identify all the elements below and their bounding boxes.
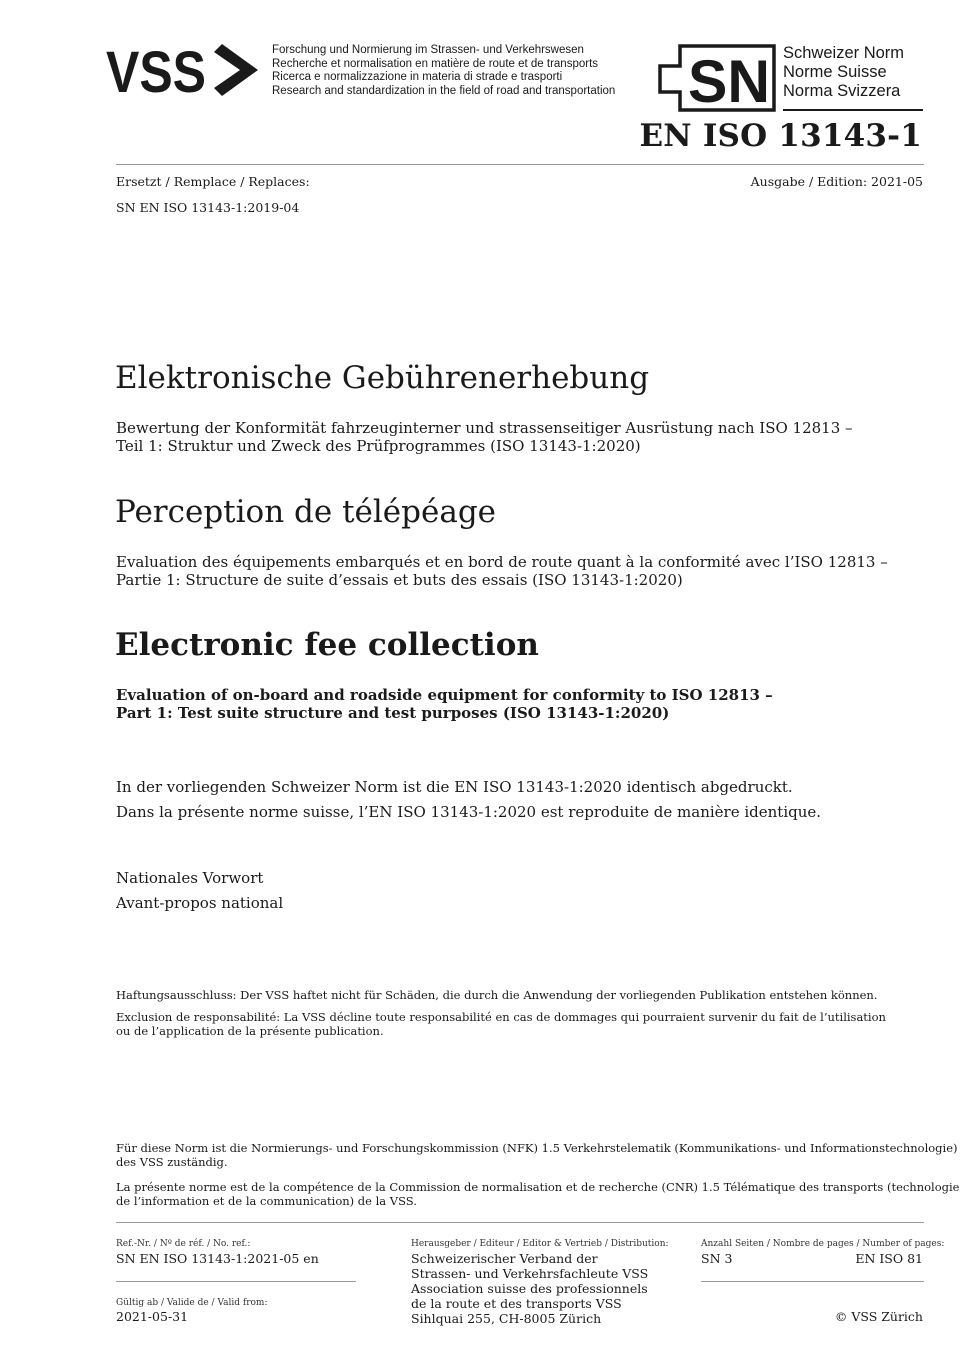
publisher-line: de la route et des transports VSS	[411, 1296, 622, 1311]
disclaimer-line: ou de l’application de la présente publication.	[116, 1024, 384, 1038]
title-english: Electronic fee collection	[115, 627, 539, 663]
national-foreword-german: Nationales Vorwort	[116, 869, 264, 887]
copyright: © VSS Zürich	[834, 1309, 923, 1324]
disclaimer-french	[116, 1010, 886, 1038]
disclaimer-german: Haftungsausschluss: Der VSS haftet nicht für Schäden, die durch die Anwendung der vorliegenden Publikation entstehen können.	[116, 988, 878, 1002]
national-foreword-french: Avant-propos national	[116, 894, 284, 912]
vss-tagline-line: Forschung und Normierung im Strassen- und Verkehrswesen	[272, 44, 584, 56]
sn-underline	[783, 109, 923, 111]
valid-from-label: Gültig ab / Valide de / Valid from:	[116, 1298, 268, 1308]
subtitle-line: Partie 1: Structure de suite d’essais et buts des essais (ISO 13143-1:2020)	[116, 571, 683, 589]
sn-name-it: Norma Svizzera	[783, 82, 901, 100]
identical-note-german: In der vorliegenden Schweizer Norm ist die EN ISO 13143-1:2020 identisch abgedruckt.	[116, 778, 793, 796]
vss-tagline-line: Ricerca e normalizzazione in materia di strade e trasporti	[272, 71, 563, 83]
replaces-label: Ersetzt / Remplace / Replaces:	[116, 174, 310, 189]
footer-left-divider	[116, 1281, 356, 1282]
identical-note-french: Dans la présente norme suisse, l’EN ISO 13143-1:2020 est reproduite de manière identique.	[116, 803, 822, 821]
title-german: Elektronische Gebührenerhebung	[115, 360, 650, 396]
publisher-line: Sihlquai 255, CH-8005 Zürich	[411, 1311, 602, 1326]
subtitle-line: Teil 1: Struktur und Zweck des Prüfprogrammes (ISO 13143-1:2020)	[116, 437, 641, 455]
publisher-label: Herausgeber / Editeur / Editor & Vertrieb / Distribution:	[411, 1239, 669, 1249]
page-count-en: EN ISO 81	[855, 1251, 923, 1266]
committee-line: de l’information et de la communication) de la VSS.	[116, 1194, 417, 1208]
subtitle-line: Bewertung der Konformität fahrzeuginterner und strassenseitiger Ausrüstung nach ISO 12813 –	[116, 419, 853, 437]
reference-number: SN EN ISO 13143-1:2021-05 en	[116, 1251, 319, 1266]
vss-tagline	[272, 44, 615, 98]
publisher-line: Schweizerischer Verband der	[411, 1251, 598, 1266]
vss-tagline-line: Research and standardization in the field of road and transportation	[272, 84, 616, 97]
vss-logo	[106, 40, 266, 100]
subtitle-line: Evaluation of on-board and roadside equipment for conformity to ISO 12813 –	[116, 686, 773, 704]
vss-tagline-line: Recherche et normalisation en matière de route et de transports	[272, 57, 599, 70]
sn-name-de: Schweizer Norm	[783, 44, 905, 62]
committee-french	[116, 1180, 960, 1208]
publisher-address	[411, 1251, 648, 1326]
header-divider	[116, 164, 924, 165]
subtitle-german	[116, 419, 853, 455]
committee-line: Für diese Norm ist die Normierungs- und Forschungskommission (NFK) 1.5 Verkehrstelematik (Kommunikations- und Informationstechnologie)	[116, 1141, 958, 1155]
sn-name-fr: Norme Suisse	[783, 63, 887, 81]
subtitle-french	[116, 553, 888, 589]
subtitle-english	[116, 686, 773, 722]
subtitle-line: Part 1: Test suite structure and test purposes (ISO 13143-1:2020)	[116, 704, 670, 722]
sn-logo-text: SN	[688, 48, 770, 114]
sn-logo	[656, 44, 776, 114]
disclaimer-line: Exclusion de responsabilité: La VSS décline toute responsabilité en cas de dommages qui pourraient survenir du fait de l’utilisation	[116, 1010, 886, 1024]
replaces-value: SN EN ISO 13143-1:2019-04	[116, 200, 300, 215]
page-count-label: Anzahl Seiten / Nombre de pages / Number of pages:	[701, 1239, 945, 1249]
publisher-line: Strassen- und Verkehrsfachleute VSS	[411, 1266, 649, 1281]
footer-right-divider	[701, 1281, 924, 1282]
subtitle-line: Evaluation des équipements embarqués et en bord de route quant à la conformité avec l’ISO 12813 –	[116, 553, 888, 571]
vss-logo-text: VSS	[106, 40, 206, 100]
document-number: EN ISO 13143-1	[639, 118, 922, 154]
committee-line: des VSS zuständig.	[116, 1155, 228, 1169]
page-count-sn: SN 3	[701, 1251, 733, 1266]
reference-label: Ref.-Nr. / Nº de réf. / No. ref.:	[116, 1239, 251, 1249]
committee-line: La présente norme est de la compétence de la Commission de normalisation et de recherche (CNR) 1.5 Télématique des transports (technologie	[116, 1180, 960, 1194]
valid-from-date: 2021-05-31	[116, 1309, 189, 1324]
footer-divider	[116, 1222, 924, 1223]
publisher-line: Association suisse des professionnels	[411, 1281, 648, 1296]
title-french: Perception de télépéage	[115, 494, 497, 530]
committee-german	[116, 1141, 958, 1169]
sn-names	[783, 44, 904, 101]
edition-date: Ausgabe / Edition: 2021-05	[750, 174, 923, 189]
